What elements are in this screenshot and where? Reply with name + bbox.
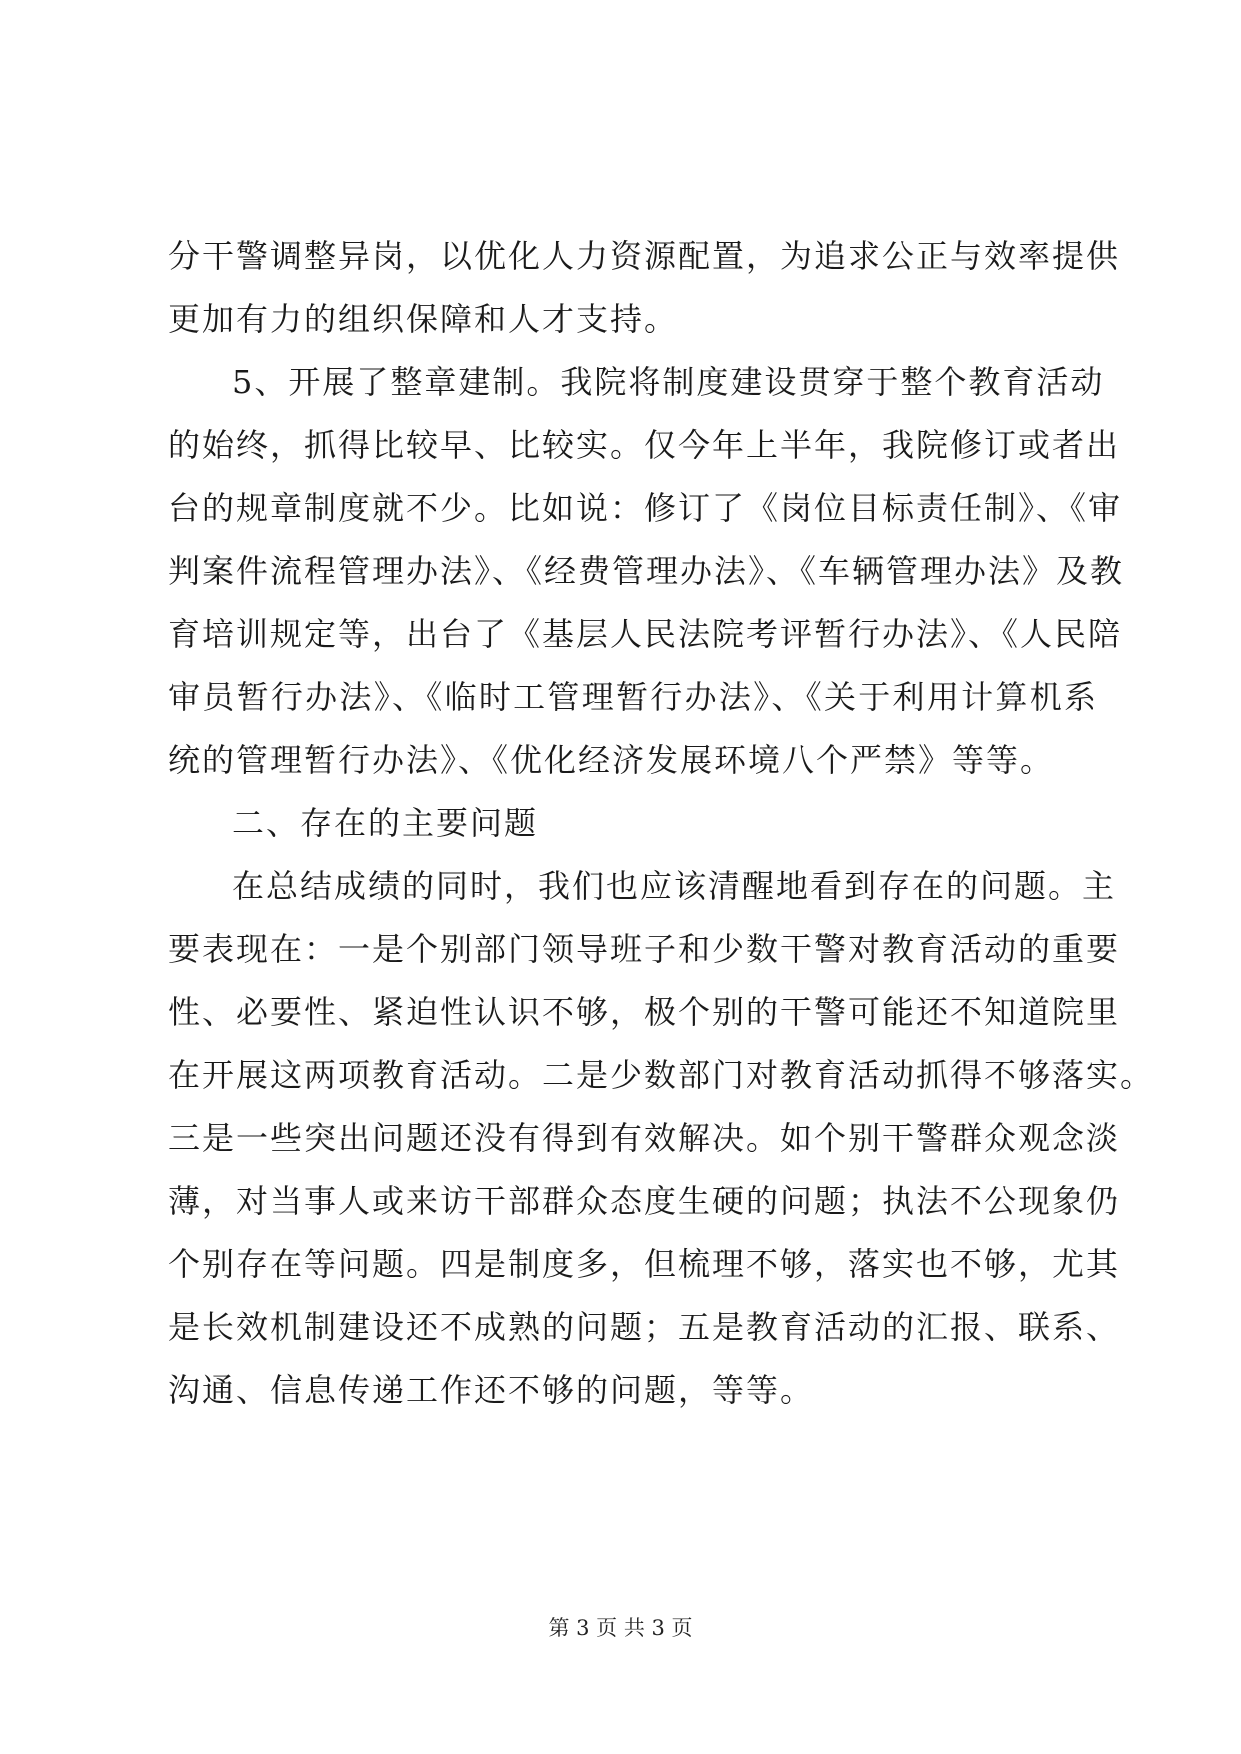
text-line: 三是一些突出问题还没有得到有效解决。如个别干警群众观念淡 [168, 1119, 1121, 1157]
text-line: 薄，对当事人或来访干部群众态度生硬的问题；执法不公现象仍 [168, 1182, 1121, 1220]
paragraph-start-line: 5、开展了整章建制。我院将制度建设贯穿于整个教育活动 [232, 363, 1105, 401]
text-line: 是长效机制建设还不成熟的问题；五是教育活动的汇报、联系、 [168, 1308, 1121, 1346]
text-line: 更加有力的组织保障和人才支持。 [168, 300, 679, 338]
text-line: 判案件流程管理办法》、《经费管理办法》、《车辆管理办法》及教 [168, 552, 1125, 590]
page-number-footer: 第 3 页 共 3 页 [548, 1616, 693, 1640]
text-line: 育培训规定等，出台了《基层人民法院考评暂行办法》、《人民陪 [168, 615, 1123, 653]
section-heading: 二、存在的主要问题 [232, 804, 539, 842]
text-line: 在开展这两项教育活动。二是少数部门对教育活动抓得不够落实。 [168, 1056, 1155, 1094]
text-line: 性、必要性、紧迫性认识不够，极个别的干警可能还不知道院里 [168, 993, 1121, 1031]
document-body [168, 225, 1155, 1422]
text-line: 分干警调整异岗，以优化人力资源配置，为追求公正与效率提供 [168, 237, 1121, 275]
text-line: 台的规章制度就不少。比如说：修订了《岗位目标责任制》、《审 [168, 489, 1123, 527]
text-line: 要表现在：一是个别部门领导班子和少数干警对教育活动的重要 [168, 930, 1121, 968]
text-line: 审员暂行办法》、《临时工管理暂行办法》、《关于利用计算机系 [168, 678, 1098, 716]
text-line: 个别存在等问题。四是制度多，但梳理不够，落实也不够，尤其 [168, 1245, 1121, 1283]
paragraph-start-line: 在总结成绩的同时，我们也应该清醒地看到存在的问题。主 [232, 867, 1117, 905]
text-line: 统的管理暂行办法》、《优化经济发展环境八个严禁》等等。 [168, 741, 1055, 779]
text-line: 沟通、信息传递工作还不够的问题，等等。 [168, 1371, 815, 1409]
text-line: 的始终，抓得比较早、比较实。仅今年上半年，我院修订或者出 [168, 426, 1121, 464]
